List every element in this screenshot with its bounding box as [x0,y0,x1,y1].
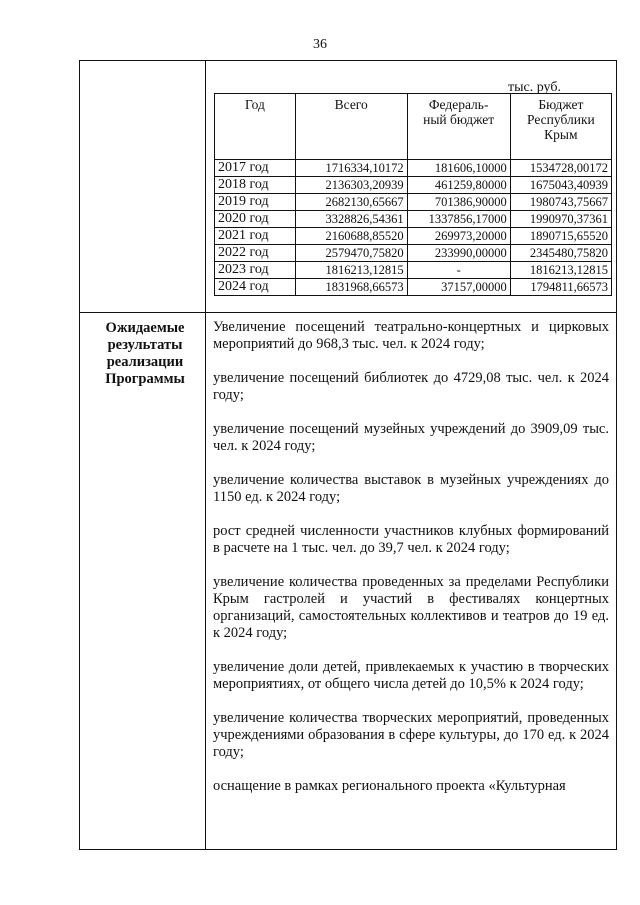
table-row [215,211,612,228]
result-item: увеличение количества выставок в музейных учреждениях до 1150 ед. к 2024 году; [213,472,609,505]
cell-year: 2021 год [215,228,296,245]
financing-header-row [215,94,612,160]
table-row [215,177,612,194]
page-number: 36 [313,37,327,52]
result-item: увеличение посещений библиотек до 4729,08 тыс. чел. к 2024 году; [213,370,609,403]
cell-federal: 233990,00000 [407,245,510,262]
cell-total: 1831968,66573 [295,279,407,296]
cell-year: 2022 год [215,245,296,262]
cell-federal: 269973,20000 [407,228,510,245]
cell-year: 2019 год [215,194,296,211]
table-row [215,194,612,211]
currency-unit-label: тыс. руб. [508,80,561,95]
cell-regional: 1794811,66573 [510,279,611,296]
cell-year: 2017 год [215,160,296,177]
cell-regional: 1816213,12815 [510,262,611,279]
section-title-expected-results: Ожидаемые результаты реализации Программы [105,320,185,387]
result-item: рост средней численности участников клубных формирований в расчете на 1 тыс. чел. до 39,7 чел. к 2024 году; [213,523,609,556]
header-year: Год [215,94,296,160]
cell-total: 2136303,20939 [295,177,407,194]
cell-regional: 1890715,65520 [510,228,611,245]
financing-table [214,93,612,296]
cell-total: 1716334,10172 [295,160,407,177]
cell-regional: 1675043,40939 [510,177,611,194]
cell-year: 2023 год [215,262,296,279]
result-item: увеличение количества проведенных за пределами Республики Крым гастролей и участий в фестивалях концертных организаций, самостоятельных коллективов и театров до 19 ед. к 2024 году; [213,574,609,641]
table-row [215,160,612,177]
cell-federal: 1337856,17000 [407,211,510,228]
row-divider [79,312,617,313]
cell-regional: 1990970,37361 [510,211,611,228]
result-item: увеличение количества творческих мероприятий, проведенных учреждениями образования в сфере культуры, до 170 ед. к 2024 году; [213,710,609,760]
cell-federal: 37157,00000 [407,279,510,296]
cell-federal: - [407,262,510,279]
header-total: Всего [295,94,407,160]
table-row [215,245,612,262]
table-row [215,228,612,245]
result-item: Увеличение посещений театрально-концертных и цирковых мероприятий до 968,3 тыс. чел. к 2024 году; [213,319,609,352]
cell-federal: 181606,10000 [407,160,510,177]
table-row [215,262,612,279]
cell-regional: 2345480,75820 [510,245,611,262]
cell-total: 3328826,54361 [295,211,407,228]
expected-results-list [213,319,609,795]
header-crimea-budget: Бюджет Республики Крым [510,94,611,160]
table-row [215,279,612,296]
cell-total: 1816213,12815 [295,262,407,279]
result-item: оснащение в рамках регионального проекта «Культурная [213,778,566,794]
cell-year: 2024 год [215,279,296,296]
cell-total: 2160688,85520 [295,228,407,245]
result-item: увеличение доли детей, привлекаемых к участию в творческих мероприятиях, от общего числа детей до 10,5% к 2024 году; [213,659,609,692]
cell-regional: 1980743,75667 [510,194,611,211]
cell-regional: 1534728,00172 [510,160,611,177]
header-federal-budget: Федераль- ный бюджет [407,94,510,160]
cell-total: 2682130,65667 [295,194,407,211]
column-divider [205,60,206,850]
cell-total: 2579470,75820 [295,245,407,262]
cell-federal: 701386,90000 [407,194,510,211]
cell-federal: 461259,80000 [407,177,510,194]
cell-year: 2020 год [215,211,296,228]
result-item: увеличение посещений музейных учреждений до 3909,09 тыс. чел. к 2024 году; [213,421,609,454]
cell-year: 2018 год [215,177,296,194]
